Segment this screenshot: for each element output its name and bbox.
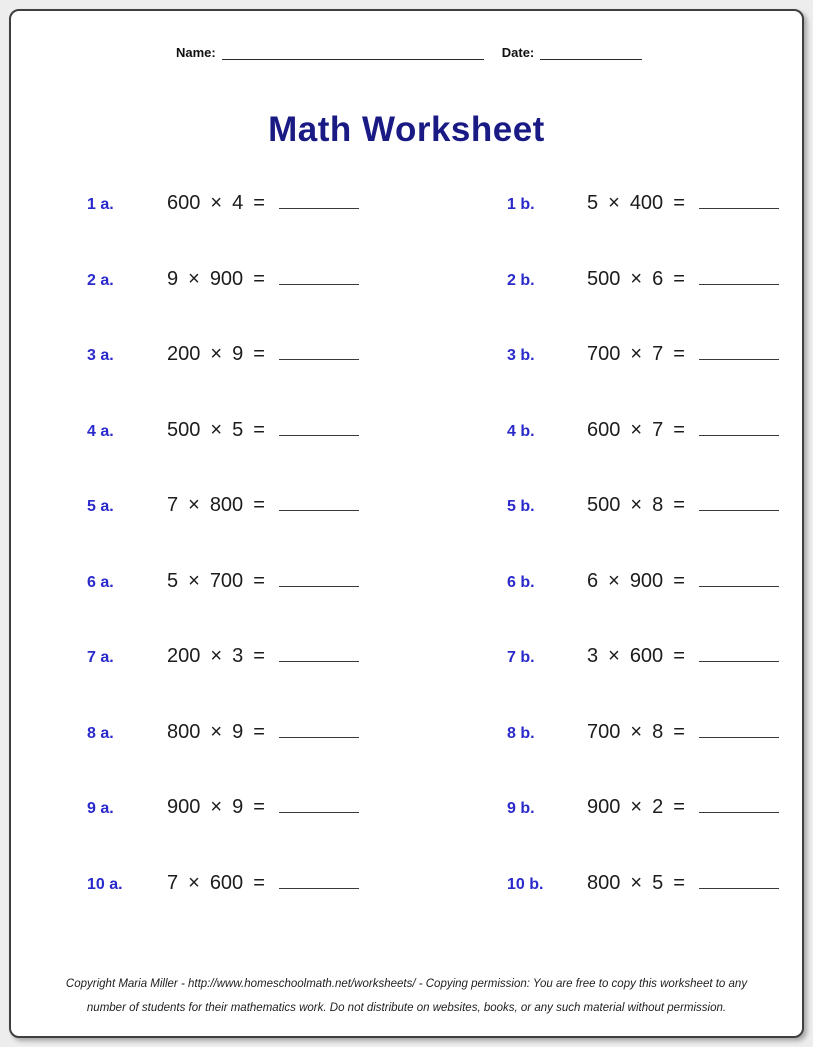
answer-blank bbox=[699, 877, 779, 889]
equals-sign: = bbox=[253, 796, 265, 819]
problem-expression: 5 × 400 = bbox=[587, 192, 779, 215]
equals-sign: = bbox=[253, 418, 265, 441]
times-sign: × bbox=[630, 418, 643, 441]
times-sign: × bbox=[210, 796, 223, 819]
times-sign: × bbox=[630, 871, 643, 894]
equals-sign: = bbox=[253, 343, 265, 366]
equals-sign: = bbox=[673, 645, 685, 668]
problem-number: 1 a. bbox=[87, 196, 114, 214]
problem-expression: 3 × 600 = bbox=[587, 645, 779, 668]
times-sign: × bbox=[188, 871, 200, 894]
problem-number: 6 b. bbox=[507, 573, 535, 591]
times-sign: × bbox=[608, 192, 620, 215]
problem-expression: 700 × 8 = bbox=[587, 721, 779, 744]
problem-number: 3 a. bbox=[87, 347, 114, 365]
times-sign: × bbox=[188, 494, 200, 517]
problem-row bbox=[11, 695, 802, 771]
times-sign: × bbox=[630, 720, 643, 743]
times-sign: × bbox=[210, 418, 223, 441]
problem-row bbox=[11, 242, 802, 318]
problem-5b bbox=[507, 494, 779, 517]
problem-expression: 500 × 6 = bbox=[587, 268, 779, 291]
times-sign: × bbox=[210, 720, 223, 743]
problem-expression: 900 × 2 = bbox=[587, 796, 779, 819]
problem-number: 5 a. bbox=[87, 498, 114, 516]
problem-2a bbox=[87, 268, 507, 291]
times-sign: × bbox=[608, 645, 620, 668]
problem-number: 9 a. bbox=[87, 800, 114, 818]
problem-expression: 5 × 700 = bbox=[167, 570, 359, 593]
equals-sign: = bbox=[253, 720, 265, 743]
answer-blank bbox=[699, 726, 779, 738]
problem-expression: 6 × 900 = bbox=[587, 570, 779, 593]
problem-expression: 600 × 7 = bbox=[587, 419, 779, 442]
answer-blank bbox=[699, 424, 779, 436]
answer-blank bbox=[279, 650, 359, 662]
equals-sign: = bbox=[253, 192, 265, 215]
equals-sign: = bbox=[673, 720, 685, 743]
equals-sign: = bbox=[253, 569, 265, 592]
date-label: Date: bbox=[501, 45, 535, 60]
answer-blank bbox=[279, 575, 359, 587]
problem-5a bbox=[87, 494, 507, 517]
equals-sign: = bbox=[673, 343, 685, 366]
problem-row bbox=[11, 619, 802, 695]
problem-8a bbox=[87, 721, 507, 744]
problem-9a bbox=[87, 796, 507, 819]
problem-6b bbox=[507, 570, 779, 593]
problem-row bbox=[11, 166, 802, 242]
problem-expression: 500 × 5 = bbox=[167, 419, 359, 442]
problem-number: 2 a. bbox=[87, 271, 114, 289]
copyright-line-1: Copyright Maria Miller - http://www.homeschoolmath.net/worksheets/ - Copying permission: You are free to copy this worksheet to any bbox=[65, 978, 748, 990]
answer-blank bbox=[699, 499, 779, 511]
problem-number: 5 b. bbox=[507, 498, 535, 516]
answer-blank bbox=[699, 273, 779, 285]
answer-blank bbox=[699, 348, 779, 360]
times-sign: × bbox=[608, 569, 620, 592]
copyright-line-2: number of students for their mathematics work. Do not distribute on websites, books, or any such material without permission. bbox=[86, 1002, 727, 1014]
problem-10a bbox=[87, 872, 507, 895]
times-sign: × bbox=[210, 343, 223, 366]
answer-blank bbox=[279, 197, 359, 209]
copyright-footer bbox=[11, 972, 802, 1020]
problem-10b bbox=[507, 872, 779, 895]
problem-expression: 600 × 4 = bbox=[167, 192, 359, 215]
problem-expression: 700 × 7 = bbox=[587, 343, 779, 366]
times-sign: × bbox=[630, 343, 643, 366]
times-sign: × bbox=[630, 796, 643, 819]
problem-4b bbox=[507, 419, 779, 442]
problem-row bbox=[11, 468, 802, 544]
problem-8b bbox=[507, 721, 779, 744]
problem-expression: 200 × 3 = bbox=[167, 645, 359, 668]
problem-number: 2 b. bbox=[507, 271, 535, 289]
answer-blank bbox=[279, 499, 359, 511]
times-sign: × bbox=[630, 267, 643, 290]
problem-7b bbox=[507, 645, 779, 668]
equals-sign: = bbox=[673, 796, 685, 819]
problem-row bbox=[11, 317, 802, 393]
problem-number: 8 b. bbox=[507, 724, 535, 742]
times-sign: × bbox=[210, 192, 223, 215]
problem-3b bbox=[507, 343, 779, 366]
problem-number: 1 b. bbox=[507, 196, 535, 214]
equals-sign: = bbox=[253, 267, 265, 290]
problem-expression: 900 × 9 = bbox=[167, 796, 359, 819]
answer-blank bbox=[699, 650, 779, 662]
problems-grid bbox=[11, 166, 802, 921]
problem-number: 7 b. bbox=[507, 649, 535, 667]
times-sign: × bbox=[188, 569, 200, 592]
problem-6a bbox=[87, 570, 507, 593]
answer-blank bbox=[279, 801, 359, 813]
name-label: Name: bbox=[176, 45, 216, 60]
answer-blank bbox=[279, 348, 359, 360]
problem-1b bbox=[507, 192, 779, 215]
problem-3a bbox=[87, 343, 507, 366]
problem-1a bbox=[87, 192, 507, 215]
problem-number: 4 b. bbox=[507, 422, 535, 440]
problem-number: 10 b. bbox=[507, 875, 544, 893]
equals-sign: = bbox=[673, 418, 685, 441]
problem-9b bbox=[507, 796, 779, 819]
date-blank-line bbox=[540, 47, 642, 60]
answer-blank bbox=[699, 801, 779, 813]
problem-number: 3 b. bbox=[507, 347, 535, 365]
problem-row bbox=[11, 544, 802, 620]
problem-number: 10 a. bbox=[87, 875, 123, 893]
equals-sign: = bbox=[673, 192, 685, 215]
problem-number: 9 b. bbox=[507, 800, 535, 818]
problem-4a bbox=[87, 419, 507, 442]
problem-expression: 500 × 8 = bbox=[587, 494, 779, 517]
equals-sign: = bbox=[253, 645, 265, 668]
equals-sign: = bbox=[673, 267, 685, 290]
equals-sign: = bbox=[673, 494, 685, 517]
problem-expression: 7 × 800 = bbox=[167, 494, 359, 517]
worksheet-page bbox=[9, 9, 804, 1038]
answer-blank bbox=[279, 424, 359, 436]
answer-blank bbox=[279, 273, 359, 285]
answer-blank bbox=[279, 877, 359, 889]
problem-expression: 800 × 5 = bbox=[587, 872, 779, 895]
problem-expression: 800 × 9 = bbox=[167, 721, 359, 744]
problem-2b bbox=[507, 268, 779, 291]
problem-row bbox=[11, 393, 802, 469]
problem-row bbox=[11, 846, 802, 922]
times-sign: × bbox=[210, 645, 223, 668]
equals-sign: = bbox=[253, 871, 265, 894]
page-title: Math Worksheet bbox=[268, 110, 545, 149]
problem-number: 4 a. bbox=[87, 422, 114, 440]
times-sign: × bbox=[630, 494, 643, 517]
problem-expression: 7 × 600 = bbox=[167, 872, 359, 895]
problem-number: 7 a. bbox=[87, 649, 114, 667]
problem-number: 8 a. bbox=[87, 724, 114, 742]
problem-row bbox=[11, 770, 802, 846]
answer-blank bbox=[279, 726, 359, 738]
answer-blank bbox=[699, 575, 779, 587]
name-blank-line bbox=[222, 47, 484, 60]
problem-expression: 9 × 900 = bbox=[167, 268, 359, 291]
equals-sign: = bbox=[673, 871, 685, 894]
answer-blank bbox=[699, 197, 779, 209]
problem-number: 6 a. bbox=[87, 573, 114, 591]
equals-sign: = bbox=[673, 569, 685, 592]
times-sign: × bbox=[188, 267, 200, 290]
equals-sign: = bbox=[253, 494, 265, 517]
problem-expression: 200 × 9 = bbox=[167, 343, 359, 366]
name-date-row bbox=[176, 45, 802, 60]
problem-7a bbox=[87, 645, 507, 668]
